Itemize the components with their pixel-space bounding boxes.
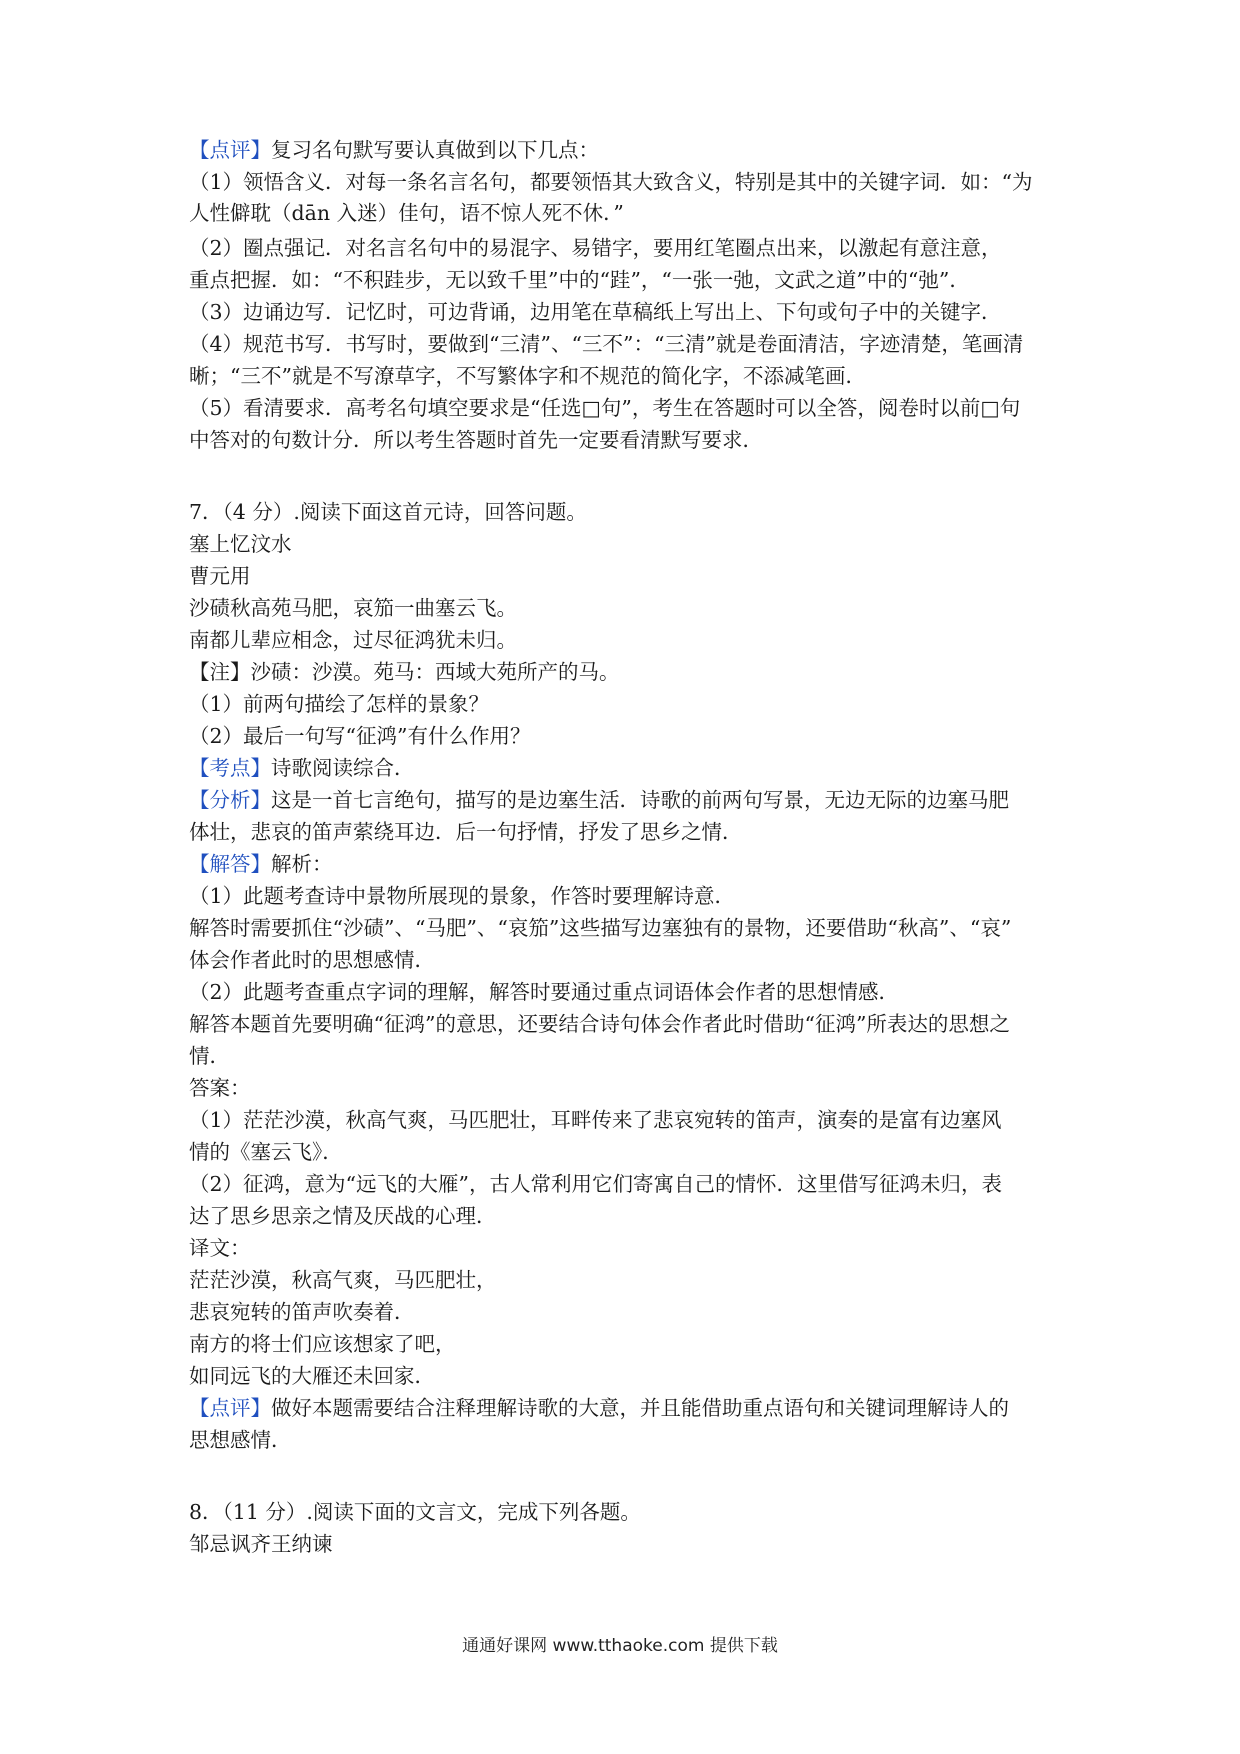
translation-line: 如同远飞的大雁还未回家． (189, 1364, 435, 1388)
page-footer: 通通好课网 www.tthaoke.com 提供下载 (462, 1636, 778, 1656)
answer-line: 情的《塞云飞》． (189, 1140, 343, 1164)
fenxi-line (189, 784, 1069, 816)
poem-title: 塞上忆汶水 (189, 532, 292, 556)
kaodian-tag: 【考点】 (189, 756, 271, 780)
fenxi-text: 这是一首七言绝句，描写的是边塞生活．诗歌的前两句写景，无边无际的边塞马肥 (271, 788, 1009, 812)
answer-line: （1）茫茫沙漠，秋高气爽，马匹肥壮，耳畔传来了悲哀宛转的笛声，演奏的是富有边塞风 (189, 1108, 1002, 1132)
review-continued: 思想感情． (189, 1428, 292, 1452)
poem-line: 沙碛秋高苑马肥，哀笳一曲塞云飞。 (189, 596, 517, 620)
review-tag: 【点评】 (189, 1396, 271, 1420)
translation-line: 悲哀宛转的笛声吹奏着． (189, 1300, 415, 1324)
review-text: 做好本题需要结合注释理解诗歌的大意，并且能借助重点语句和关键词理解诗人的 (271, 1396, 1009, 1420)
fenxi-continued: 体壮，悲哀的笛声萦绕耳边．后一句抒情，抒发了思乡之情． (189, 820, 743, 844)
text-line: （5）看清要求．高考名句填空要求是“任选□句”，考生在答题时可以全答，阅卷时以前□句 (189, 396, 1021, 420)
analysis-line: 体会作者此时的思想感情． (189, 948, 435, 972)
analysis-line: 解答时需要抓住“沙碛”、“马肥”、“哀笳”这些描写边塞独有的景物，还要借助“秋高”、“哀” (189, 916, 1012, 940)
fenxi-tag: 【分析】 (189, 788, 271, 812)
translation-label: 译文： (189, 1236, 251, 1260)
jieda-line (189, 848, 1069, 880)
poem-note: 【注】沙碛：沙漠。苑马：西域大苑所产的马。 (189, 660, 620, 684)
analysis-line: 情． (189, 1044, 230, 1068)
passage-title: 邹忌讽齐王纳谏 (189, 1532, 333, 1556)
text-line: 人性僻耽（dān 入迷）佳句，语不惊人死不休．” (189, 201, 624, 225)
text-line: （3）边诵边写．记忆时，可边背诵，边用笔在草稿纸上写出上、下句或句子中的关键字． (189, 300, 1002, 324)
sub-question: （2）最后一句写“征鸿”有什么作用？ (189, 724, 531, 748)
answer-label: 答案： (189, 1076, 251, 1100)
kaodian-line (189, 752, 1069, 784)
question-8-heading: 8．（11 分）.阅读下面的文言文，完成下列各题。 (189, 1500, 641, 1524)
question-7-heading: 7．（4 分）.阅读下面这首元诗，回答问题。 (189, 500, 587, 524)
text-line: 重点把握．如：“不积跬步，无以致千里”中的“跬”，“一张一弛，文武之道”中的“弛”． (189, 268, 970, 292)
text-line: 中答对的句数计分．所以考生答题时首先一定要看清默写要求． (189, 428, 763, 452)
answer-line: 达了思乡思亲之情及厌战的心理． (189, 1204, 497, 1228)
analysis-line: 解答本题首先要明确“征鸿”的意思，还要结合诗句体会作者此时借助“征鸿”所表达的思想之 (189, 1012, 1010, 1036)
analysis-line: （1）此题考查诗中景物所展现的景象，作答时要理解诗意． (189, 884, 736, 908)
text-line: （1）领悟含义．对每一条名言名句，都要领悟其大致含义，特别是其中的关键字词．如：“为 (189, 170, 1033, 194)
translation-line: 南方的将士们应该想家了吧， (189, 1332, 456, 1356)
jieda-tag: 【解答】 (189, 852, 271, 876)
review-text: 复习名句默写要认真做到以下几点： (271, 138, 599, 162)
jieda-text: 解析： (271, 852, 333, 876)
review-line (189, 134, 1069, 166)
sub-question: （1）前两句描绘了怎样的景象？ (189, 692, 490, 716)
poem-author: 曹元用 (189, 564, 251, 588)
text-line: （2）圈点强记．对名言名句中的易混字、易错字，要用红笔圈点出来，以激起有意注意， (189, 236, 1002, 260)
analysis-line: （2）此题考查重点字词的理解，解答时要通过重点词语体会作者的思想情感． (189, 980, 900, 1004)
poem-line: 南都儿辈应相念，过尽征鸿犹未归。 (189, 628, 517, 652)
translation-line: 茫茫沙漠，秋高气爽，马匹肥壮， (189, 1268, 497, 1292)
text-line: 晰；“三不”就是不写潦草字，不写繁体字和不规范的简化字，不添减笔画． (189, 364, 866, 388)
review-line (189, 1392, 1069, 1424)
answer-line: （2）征鸿，意为“远飞的大雁”，古人常利用它们寄寓自己的情怀．这里借写征鸿未归，表 (189, 1172, 1003, 1196)
kaodian-text: 诗歌阅读综合． (271, 756, 415, 780)
review-tag: 【点评】 (189, 138, 271, 162)
text-line: （4）规范书写．书写时，要做到“三清”、“三不”：“三清”就是卷面清洁，字迹清楚，笔画清 (189, 332, 1024, 356)
